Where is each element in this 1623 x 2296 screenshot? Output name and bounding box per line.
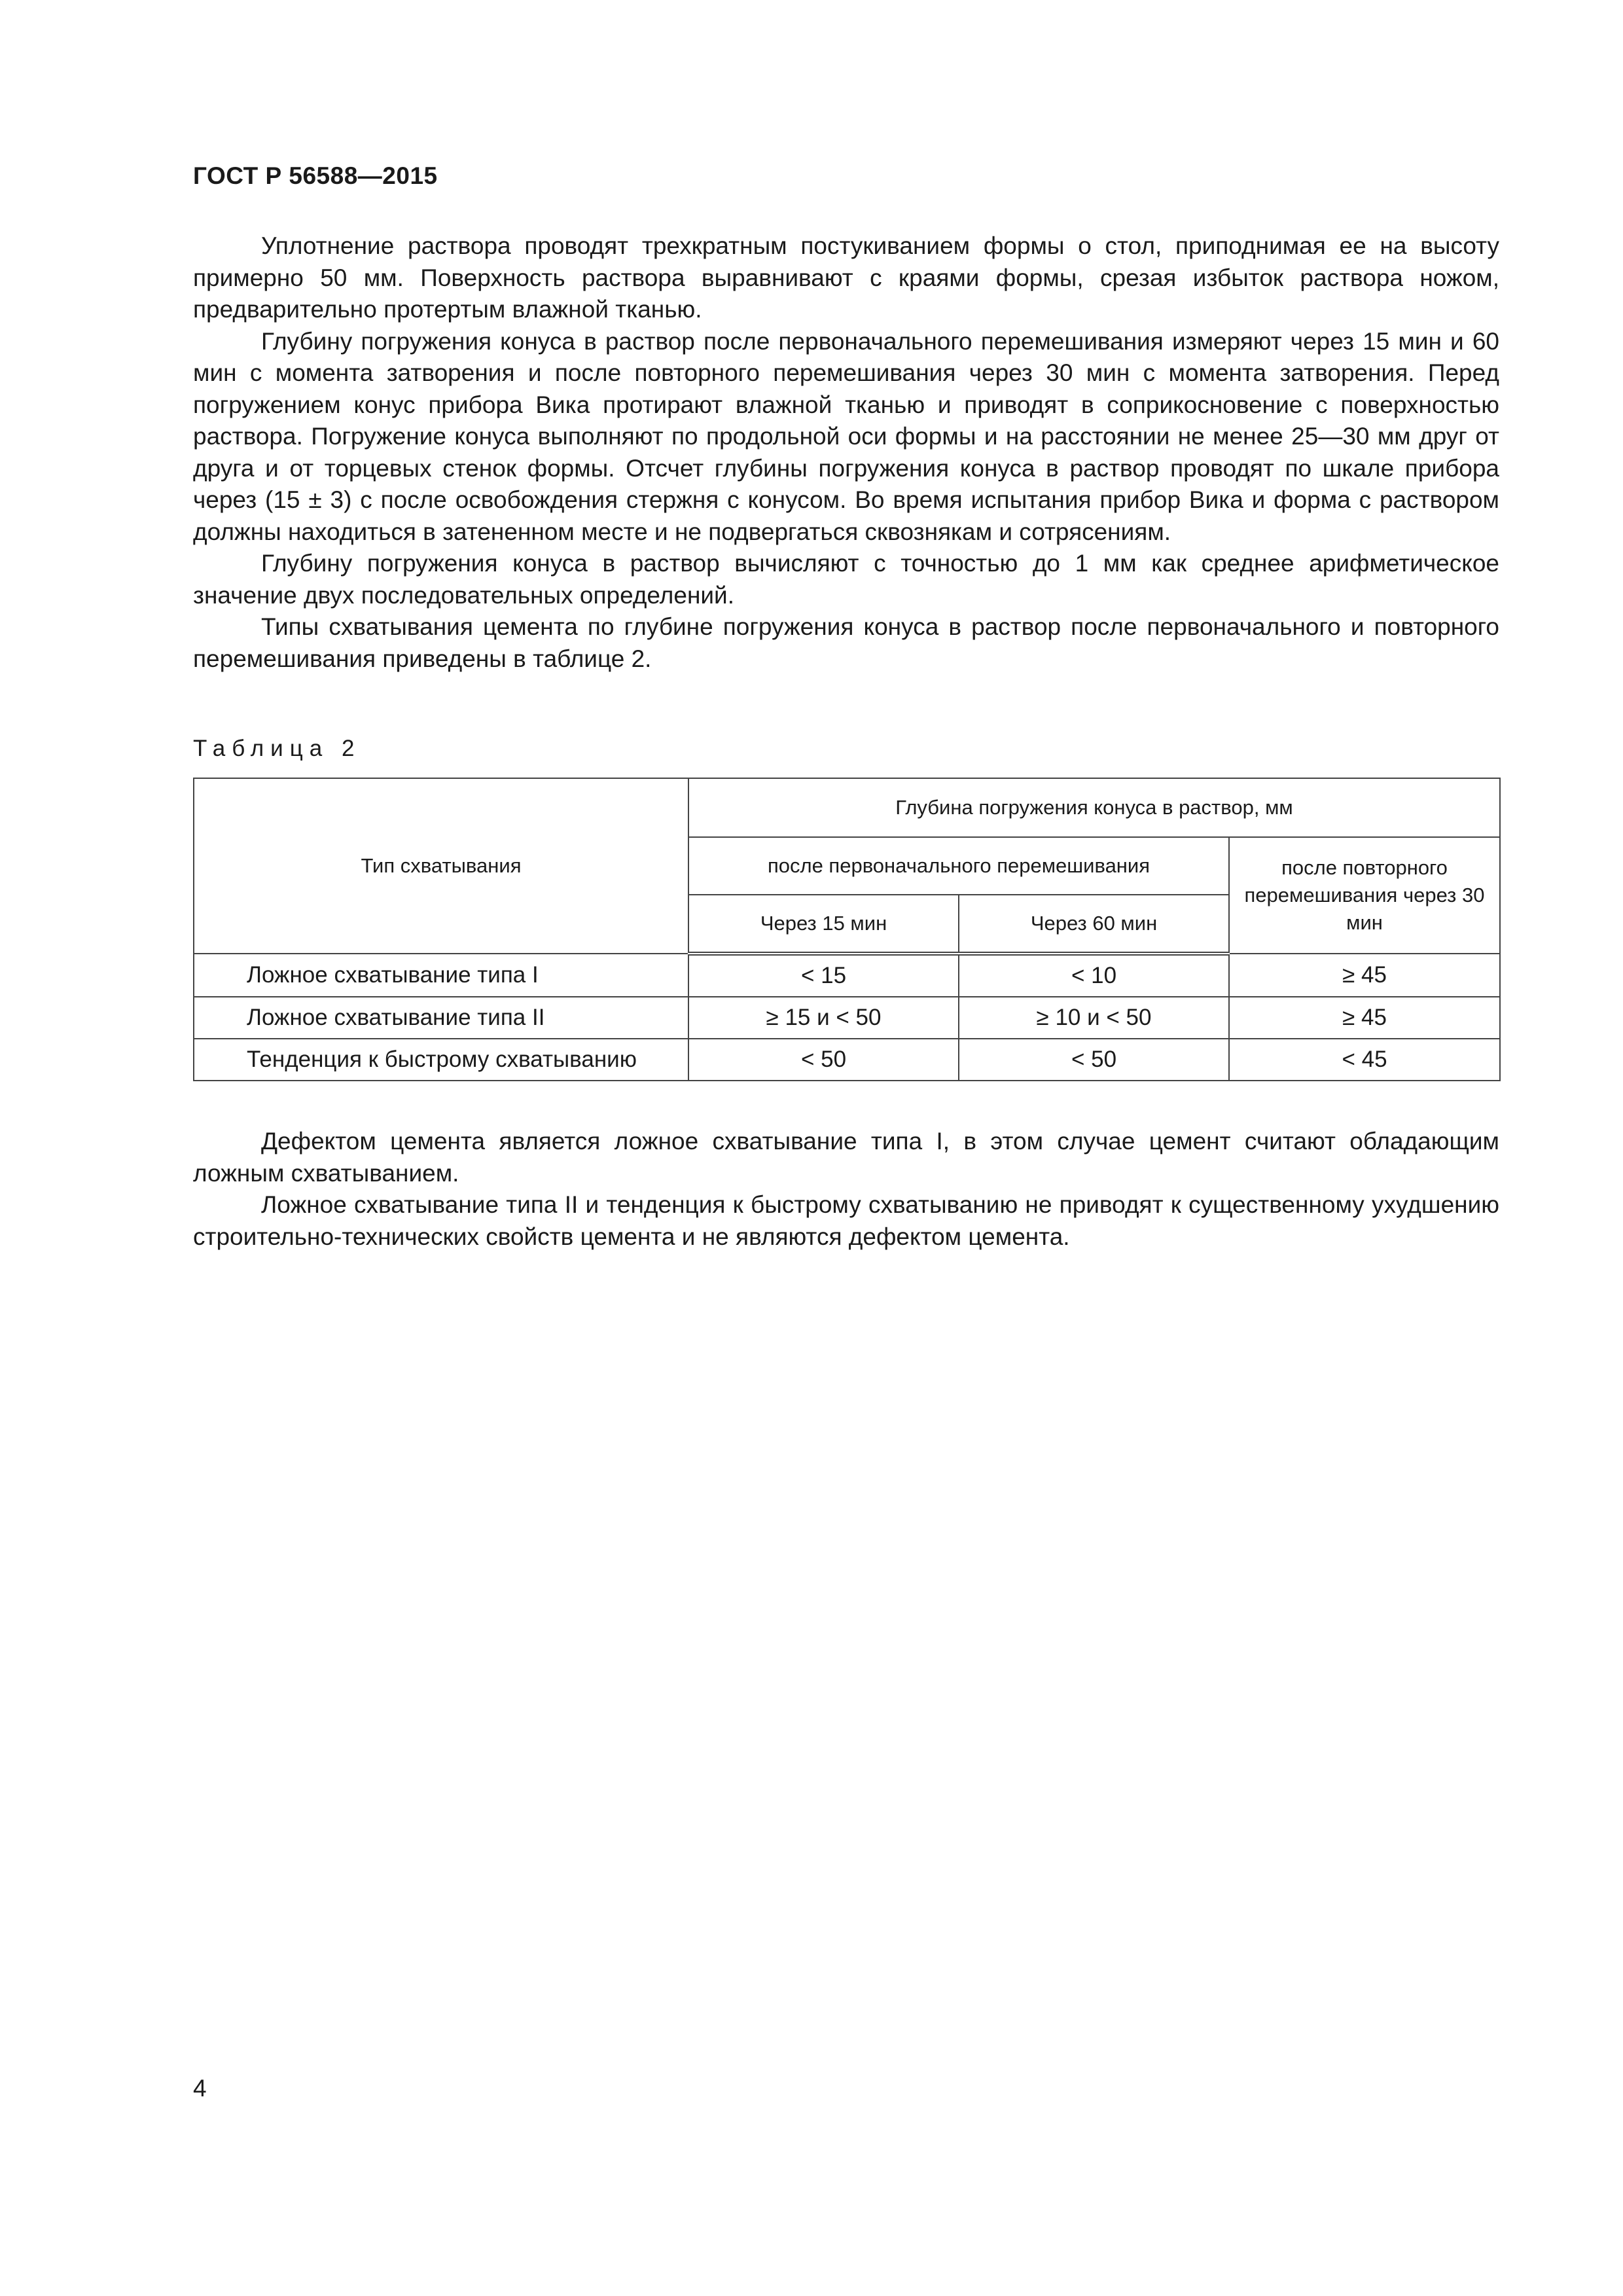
cell-depth-60-min: < 50 bbox=[959, 1039, 1229, 1081]
paragraph-defect-definition: Дефектом цемента является ложное схватывание типа I, в этом случае цемент считают обладающим ложным схватыванием. bbox=[193, 1128, 1499, 1187]
paragraph-measurement: Глубину погружения конуса в раствор после первоначального перемешивания измеряют через 15 мин и 60 мин с момента затворения и после повторного перемешивания через 30 мин с момента затворения. Перед погружением конус прибора Вика протирают влажной тканью и приводят в соприкосновение с поверхностью раствора. Погружение конуса выполняют по продольной оси формы и на расстоянии не менее 25—30 мм друг от друга и от торцевых стенок формы. Отсчет глубины погружения конуса в раствор проводят по шкале прибора через (15 ± 3) с после освобождения стержня с конусом. Во время испытания прибор Вика и форма с раствором должны находиться в затененном месте и не подвергаться сквознякам и сотрясениям. bbox=[193, 327, 1499, 545]
header-after-60-min: Через 60 мин bbox=[959, 895, 1229, 954]
cell-depth-remix: ≥ 45 bbox=[1229, 954, 1500, 997]
cell-setting-type: Ложное схватывание типа II bbox=[194, 997, 688, 1039]
cell-setting-type: Ложное схватывание типа I bbox=[194, 954, 688, 997]
cell-depth-15-min: ≥ 15 и < 50 bbox=[688, 997, 959, 1039]
table-header-row bbox=[194, 778, 1500, 837]
paragraph-table-reference: Типы схватывания цемента по глубине погружения конуса в раствор после первоначального и повторного перемешивания приведены в таблице 2. bbox=[193, 613, 1499, 672]
header-remixing-30-min: после повторного перемешивания через 30 мин bbox=[1229, 837, 1500, 954]
cell-setting-type: Тенденция к быстрому схватыванию bbox=[194, 1039, 688, 1081]
header-after-15-min: Через 15 мин bbox=[688, 895, 959, 954]
table-row bbox=[194, 954, 1500, 997]
body-text-bottom bbox=[193, 1126, 1499, 1253]
table-row bbox=[194, 997, 1500, 1039]
cell-depth-15-min: < 15 bbox=[688, 954, 959, 997]
paragraph-compaction: Уплотнение раствора проводят трехкратным постукиванием формы о стол, приподнимая ее на высоту примерно 50 мм. Поверхность раствора выравнивают с краями формы, срезая избыток раствора ножом, предварительно протертым влажной тканью. bbox=[193, 232, 1499, 323]
document-code-header: ГОСТ Р 56588—2015 bbox=[193, 162, 438, 189]
paragraph-calculation: Глубину погружения конуса в раствор вычисляют с точностью до 1 мм как среднее арифметическое значение двух последовательных определений. bbox=[193, 550, 1499, 609]
cell-depth-remix: ≥ 45 bbox=[1229, 997, 1500, 1039]
setting-types-table bbox=[193, 778, 1501, 1081]
cell-depth-60-min: ≥ 10 и < 50 bbox=[959, 997, 1229, 1039]
cell-depth-60-min: < 10 bbox=[959, 954, 1229, 997]
body-text-top bbox=[193, 230, 1499, 675]
header-penetration-depth: Глубина погружения конуса в раствор, мм bbox=[688, 778, 1500, 837]
cell-depth-remix: < 45 bbox=[1229, 1039, 1500, 1081]
header-setting-type: Тип схватывания bbox=[194, 778, 688, 954]
page-number: 4 bbox=[193, 2075, 207, 2102]
header-initial-mixing: после первоначального перемешивания bbox=[688, 837, 1229, 895]
table-caption: Таблица 2 bbox=[193, 736, 361, 761]
table-row bbox=[194, 1039, 1500, 1081]
paragraph-non-defect: Ложное схватывание типа II и тенденция к быстрому схватыванию не приводят к существенному ухудшению строительно-технических свойств цемента и не являются дефектом цемента. bbox=[193, 1191, 1499, 1250]
cell-depth-15-min: < 50 bbox=[688, 1039, 959, 1081]
